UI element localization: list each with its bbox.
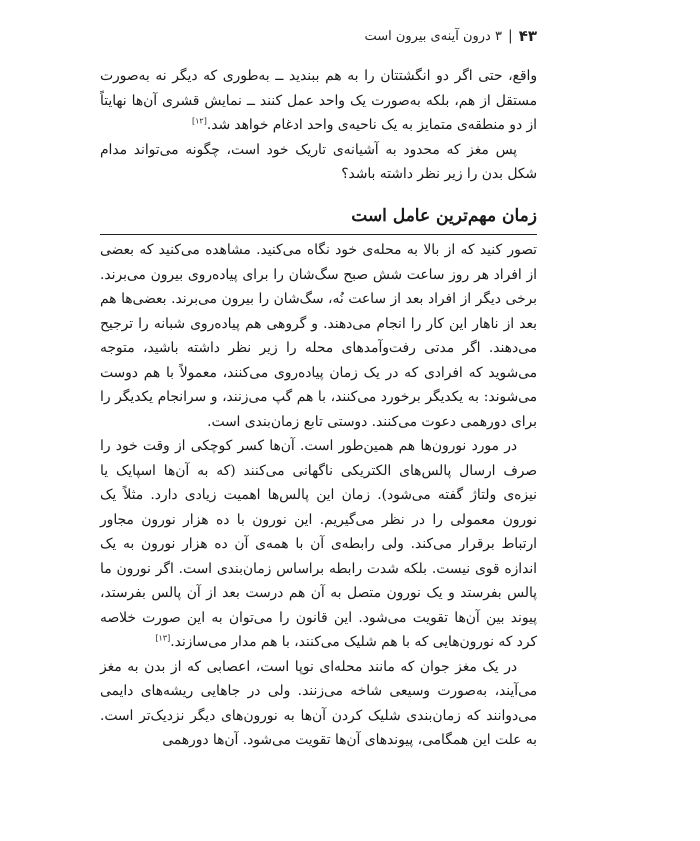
heading-rule (100, 234, 537, 235)
intro-paragraph-text: واقع، حتی اگر دو انگشتتان را به هم ببندید ــ به‌طوری که دیگر نه به‌صورت مستقل از هم، بلکه به‌صورت یک واحد عمل کنند ــ نمایش قشری آن‌ها نهایتاً از دو منطقه‌ی متمایز به یک ناحیه‌ی واحد ادغام خواهد شد. (100, 68, 537, 133)
page-number: ۴۳ (518, 27, 537, 45)
intro-block (100, 64, 537, 187)
section-body (100, 238, 537, 753)
running-head (100, 24, 537, 48)
chapter-title: ۳ درون آینه‌ی بیرون است (364, 28, 502, 44)
section-heading: زمان مهم‌ترین عامل است (351, 206, 537, 226)
body-paragraph-1: تصور کنید که از بالا به محله‌ی خود نگاه می‌کنید. مشاهده می‌کنید که بعضی از افراد هر روز ساعت شش صبح سگ‌شان را برای پیاده‌روی بیرون می‌برند. برخی دیگر از افراد بعد از ساعت نُه، سگ‌شان را بیرون می‌برند. بعضی‌ها هم بعد از ناهار این کار را انجام می‌دهند. و گروهی هم پیاده‌روی شبانه را ترجیح می‌دهند. اگر مدتی رفت‌وآمدهای محله را زیر نظر داشته باشید، متوجه می‌شوید که افرادی که در یک زمان پیاده‌روی می‌کنند، معمولاً با هم دوست می‌شوند: به یکدیگر برخورد می‌کنند، با هم گپ می‌زنند، و سرانجام یکدیگر را برای دورهمی دعوت می‌کنند. دوستی تابع زمان‌بندی است. (100, 242, 537, 430)
footnote-ref[interactable]: [۱۲] (192, 116, 207, 126)
body-paragraph-2 (100, 434, 537, 655)
intro-paragraph (100, 64, 537, 138)
footnote-ref[interactable]: [۱۳] (155, 633, 171, 643)
intro-question-paragraph: پس مغز که محدود به آشیانه‌ی تاریک خود است، چگونه می‌تواند مدام شکل بدن را زیر نظر داشته باشد؟ (100, 141, 537, 182)
body-paragraph-2-text: در مورد نورون‌ها هم همین‌طور است. آن‌ها کسر کوچکی از وقت خود را صرف ارسال پالس‌های الکتریکی ناگهانی می‌کنند (که به آن‌ها اسپایک یا نیزه‌ی ولتاژ گفته می‌شود). زمان این پالس‌ها اهمیت زیادی دارد. مثلاً یک نورون معمولی را در نظر می‌گیریم. این نورون با ده هزار نورون مجاور ارتباط برقرار می‌کند. ولی رابطه‌ی آن با همه‌ی آن ده هزار نورون به یک اندازه قوی نیست. بلکه شدت رابطه براساس زمان‌بندی است. اگر نورون ما پالس بفرستد و یک نورون متصل به آن هم درست بعد از آن پالس بفرستد، پیوند بین آن‌ها تقویت می‌شود. این قانون را می‌توان به این صورت خلاصه کرد که نورون‌هایی که با هم شلیک می‌کنند، با هم مدار می‌سازند. (100, 438, 537, 650)
running-head-separator: | (507, 28, 513, 44)
body-paragraph-3: در یک مغز جوان که مانند محله‌ای نوپا است، اعصابی که از بدن به مغز می‌آیند، به‌صورت وسیعی شاخه می‌زنند. ولی در جاهایی ریشه‌های دایمی می‌دوانند که زمان‌بندی شلیک کردن آن‌ها به نورون‌های دیگر نزدیک‌تر است. به علت این همگامی، پیوندهای آن‌ها تقویت می‌شود. آن‌ها دورهمی (100, 658, 537, 748)
